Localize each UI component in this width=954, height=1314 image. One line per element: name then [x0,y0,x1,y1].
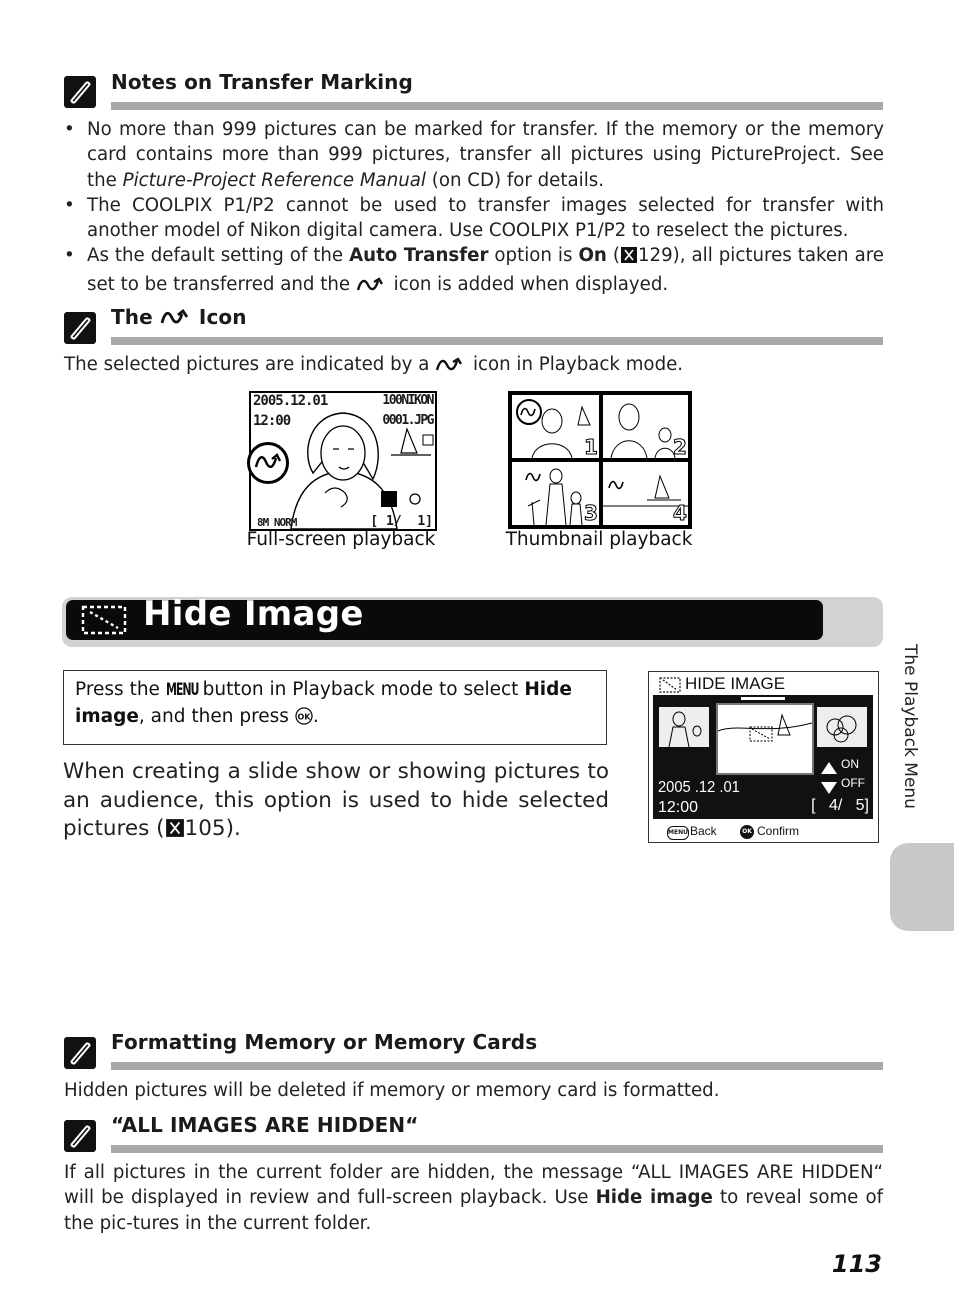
note-rule [111,1145,883,1153]
lcd-counter: [ 4/ 5] [811,797,869,814]
fullscreen-file: 0001.JPG [382,413,433,428]
icon-note-text: The selected pictures are indicated by a icon in Playback mode. [64,352,683,380]
thumbnail-caption: Thumbnail playback [505,529,693,550]
list-item: • The COOLPIX P1/P2 cannot be used to transfer images selected for transfer with another model of Nikon digital camera. Use COOLPIX P1/P2 to reselect the pictures. [64,193,884,244]
transfer-icon [247,442,289,484]
lcd-thumb-selected [716,703,814,775]
lcd-on-label: ON [841,757,859,771]
side-label: The Playback Menu [900,644,920,809]
list-item: • As the default setting of the Auto Transfer option is On ( 129), all pictures taken are set to be transferred and the icon is added when displayed. [64,243,884,300]
ok-button-icon [295,707,313,733]
note-title-icon: The Icon [111,305,247,332]
lcd-thumb-left [659,707,709,747]
fullscreen-folder: 100NIKON [382,393,433,408]
transfer-icon [160,308,192,332]
fullscreen-mode: 8M NORM [257,516,297,529]
transfer-icon [435,355,467,380]
hide-image-icon [80,604,128,640]
lcd-thumb-right [817,707,867,747]
fullscreen-date: 2005.12.01 [253,393,328,409]
transfer-notes-list [64,117,884,300]
lcd-off-label: OFF [841,776,865,790]
note-title-all-hidden: “ALL IMAGES ARE HIDDEN“ [111,1113,419,1137]
hide-image-icon [659,677,681,697]
lcd-back-label: Back [690,824,717,838]
list-item: • No more than 999 pictures can be marked for transfer. If the memory or the memory card contains more than 999 pictures, transfer all pictures using PictureProject. See the Picture-Project Reference Manual (on CD) for details. [64,117,884,193]
pencil-note-icon [64,76,96,108]
thumbnail-number: 1 [584,435,598,459]
fullscreen-counter: [ 1/ 1] [370,514,433,529]
pencil-note-icon [64,312,96,344]
lcd-screen [648,671,879,843]
transfer-icon [356,275,388,300]
page-reference-icon [620,246,638,271]
fullscreen-time: 12:00 [253,413,291,429]
section-body: When creating a slide show or showing pictures to an audience, this option is used to hide selected pictures ( 105). [63,758,609,847]
thumbnail-number: 3 [584,501,598,525]
all-hidden-note-text: If all pictures in the current folder are hidden, the message “ALL IMAGES ARE HIDDEN“ will be displayed in review and full-screen playback. Use Hide image to reveal some of the pic-tures in the current folder. [64,1162,883,1234]
side-tab [890,843,954,931]
thumbnail-number: 4 [673,501,687,525]
pencil-note-icon [64,1037,96,1069]
note-rule [111,102,883,110]
thumbnail-playback-image [508,391,692,529]
note-title-formatting: Formatting Memory or Memory Cards [111,1030,538,1054]
lcd-confirm-label: Confirm [757,824,800,838]
lcd-date: 2005 .12 .01 [658,779,740,796]
fullscreen-caption: Full-screen playback [246,529,436,550]
note-rule [111,1062,883,1070]
lcd-title: HIDE IMAGE [685,674,786,693]
menu-button-icon: MENU [165,680,199,700]
pencil-note-icon [64,1120,96,1152]
section-title: Hide Image [143,594,364,634]
note-rule [111,337,883,345]
lcd-down-arrow-icon [821,779,837,798]
lcd-up-arrow-icon [821,759,837,778]
lcd-ok-key-icon: OK [740,825,754,839]
thumbnail-number: 2 [673,435,687,459]
lcd-time: 12:00 [658,799,699,816]
lcd-main-panel [653,695,873,819]
note-title-transfer: Notes on Transfer Marking [111,70,413,94]
page-reference-icon [165,818,185,847]
lcd-menu-key-icon: MENU [667,826,689,840]
formatting-note-text: Hidden pictures will be deleted if memory or memory card is formatted. [64,1080,720,1101]
instruction-text: Press the MENU button in Playback mode to select Hide image, and then press OK . [75,677,605,732]
page-number: 113 [831,1250,882,1278]
svg-text:OK: OK [297,712,311,721]
